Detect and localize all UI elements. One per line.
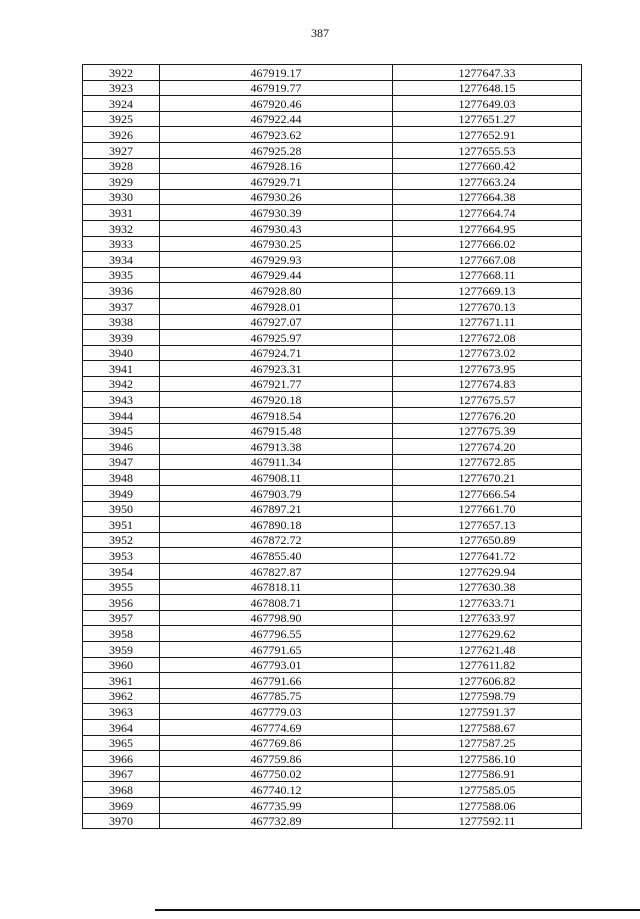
y-coordinate-cell: 1277674.20 bbox=[393, 439, 582, 455]
x-coordinate-cell: 467930.25 bbox=[160, 236, 393, 252]
point-id-cell: 3970 bbox=[83, 813, 160, 829]
y-coordinate-cell: 1277586.10 bbox=[393, 751, 582, 767]
y-coordinate-cell: 1277668.11 bbox=[393, 267, 582, 283]
point-id-cell: 3951 bbox=[83, 517, 160, 533]
point-id-cell: 3941 bbox=[83, 361, 160, 377]
x-coordinate-cell: 467930.26 bbox=[160, 189, 393, 205]
table-row bbox=[83, 142, 582, 158]
table-row bbox=[83, 174, 582, 190]
y-coordinate-cell: 1277652.91 bbox=[393, 127, 582, 143]
y-coordinate-cell: 1277661.70 bbox=[393, 501, 582, 517]
y-coordinate-cell: 1277669.13 bbox=[393, 283, 582, 299]
x-coordinate-cell: 467913.38 bbox=[160, 439, 393, 455]
y-coordinate-cell: 1277671.11 bbox=[393, 314, 582, 330]
point-id-cell: 3929 bbox=[83, 174, 160, 190]
x-coordinate-cell: 467929.44 bbox=[160, 267, 393, 283]
x-coordinate-cell: 467740.12 bbox=[160, 782, 393, 798]
point-id-cell: 3963 bbox=[83, 704, 160, 720]
point-id-cell: 3965 bbox=[83, 735, 160, 751]
table-row bbox=[83, 797, 582, 813]
y-coordinate-cell: 1277675.39 bbox=[393, 423, 582, 439]
point-id-cell: 3923 bbox=[83, 80, 160, 96]
y-coordinate-cell: 1277648.15 bbox=[393, 80, 582, 96]
point-id-cell: 3959 bbox=[83, 641, 160, 657]
y-coordinate-cell: 1277663.24 bbox=[393, 174, 582, 190]
table-row bbox=[83, 486, 582, 502]
table-row bbox=[83, 376, 582, 392]
y-coordinate-cell: 1277651.27 bbox=[393, 111, 582, 127]
x-coordinate-cell: 467921.77 bbox=[160, 376, 393, 392]
point-id-cell: 3969 bbox=[83, 797, 160, 813]
point-id-cell: 3924 bbox=[83, 96, 160, 112]
x-coordinate-cell: 467919.17 bbox=[160, 65, 393, 81]
y-coordinate-cell: 1277650.89 bbox=[393, 532, 582, 548]
y-coordinate-cell: 1277585.05 bbox=[393, 782, 582, 798]
point-id-cell: 3964 bbox=[83, 719, 160, 735]
y-coordinate-cell: 1277649.03 bbox=[393, 96, 582, 112]
point-id-cell: 3960 bbox=[83, 657, 160, 673]
y-coordinate-cell: 1277660.42 bbox=[393, 158, 582, 174]
y-coordinate-cell: 1277629.94 bbox=[393, 564, 582, 580]
point-id-cell: 3945 bbox=[83, 423, 160, 439]
y-coordinate-cell: 1277598.79 bbox=[393, 688, 582, 704]
x-coordinate-cell: 467915.48 bbox=[160, 423, 393, 439]
point-id-cell: 3956 bbox=[83, 595, 160, 611]
point-id-cell: 3922 bbox=[83, 65, 160, 81]
bottom-rule bbox=[155, 909, 640, 911]
x-coordinate-cell: 467928.01 bbox=[160, 298, 393, 314]
table-row bbox=[83, 330, 582, 346]
point-id-cell: 3936 bbox=[83, 283, 160, 299]
point-id-cell: 3946 bbox=[83, 439, 160, 455]
x-coordinate-cell: 467918.54 bbox=[160, 408, 393, 424]
point-id-cell: 3958 bbox=[83, 626, 160, 642]
x-coordinate-cell: 467827.87 bbox=[160, 564, 393, 580]
x-coordinate-cell: 467785.75 bbox=[160, 688, 393, 704]
x-coordinate-cell: 467919.77 bbox=[160, 80, 393, 96]
x-coordinate-cell: 467920.18 bbox=[160, 392, 393, 408]
x-coordinate-cell: 467769.86 bbox=[160, 735, 393, 751]
point-id-cell: 3935 bbox=[83, 267, 160, 283]
y-coordinate-cell: 1277667.08 bbox=[393, 252, 582, 268]
table-row bbox=[83, 782, 582, 798]
y-coordinate-cell: 1277673.95 bbox=[393, 361, 582, 377]
page-number: 387 bbox=[311, 26, 329, 40]
point-id-cell: 3947 bbox=[83, 454, 160, 470]
table-row bbox=[83, 158, 582, 174]
table-row bbox=[83, 392, 582, 408]
x-coordinate-cell: 467808.71 bbox=[160, 595, 393, 611]
x-coordinate-cell: 467928.80 bbox=[160, 283, 393, 299]
x-coordinate-cell: 467920.46 bbox=[160, 96, 393, 112]
y-coordinate-cell: 1277672.85 bbox=[393, 454, 582, 470]
table-row bbox=[83, 719, 582, 735]
y-coordinate-cell: 1277670.13 bbox=[393, 298, 582, 314]
x-coordinate-cell: 467890.18 bbox=[160, 517, 393, 533]
x-coordinate-cell: 467923.62 bbox=[160, 127, 393, 143]
table-row bbox=[83, 641, 582, 657]
table-row bbox=[83, 252, 582, 268]
x-coordinate-cell: 467930.39 bbox=[160, 205, 393, 221]
x-coordinate-cell: 467925.28 bbox=[160, 142, 393, 158]
y-coordinate-cell: 1277606.82 bbox=[393, 673, 582, 689]
y-coordinate-cell: 1277621.48 bbox=[393, 641, 582, 657]
x-coordinate-cell: 467732.89 bbox=[160, 813, 393, 829]
table-row bbox=[83, 704, 582, 720]
table-row bbox=[83, 298, 582, 314]
y-coordinate-cell: 1277633.71 bbox=[393, 595, 582, 611]
table-row bbox=[83, 361, 582, 377]
y-coordinate-cell: 1277586.91 bbox=[393, 766, 582, 782]
table-row bbox=[83, 657, 582, 673]
point-id-cell: 3927 bbox=[83, 142, 160, 158]
x-coordinate-cell: 467911.34 bbox=[160, 454, 393, 470]
x-coordinate-cell: 467779.03 bbox=[160, 704, 393, 720]
x-coordinate-cell: 467927.07 bbox=[160, 314, 393, 330]
table-row bbox=[83, 688, 582, 704]
x-coordinate-cell: 467903.79 bbox=[160, 486, 393, 502]
table-row bbox=[83, 439, 582, 455]
point-id-cell: 3968 bbox=[83, 782, 160, 798]
table-row bbox=[83, 501, 582, 517]
y-coordinate-cell: 1277655.53 bbox=[393, 142, 582, 158]
table-row bbox=[83, 735, 582, 751]
point-id-cell: 3925 bbox=[83, 111, 160, 127]
point-id-cell: 3944 bbox=[83, 408, 160, 424]
table-row bbox=[83, 813, 582, 829]
table-row bbox=[83, 189, 582, 205]
y-coordinate-cell: 1277672.08 bbox=[393, 330, 582, 346]
table-row bbox=[83, 236, 582, 252]
table-row bbox=[83, 517, 582, 533]
point-id-cell: 3954 bbox=[83, 564, 160, 580]
y-coordinate-cell: 1277674.83 bbox=[393, 376, 582, 392]
y-coordinate-cell: 1277666.54 bbox=[393, 486, 582, 502]
y-coordinate-cell: 1277588.67 bbox=[393, 719, 582, 735]
point-id-cell: 3932 bbox=[83, 220, 160, 236]
point-id-cell: 3942 bbox=[83, 376, 160, 392]
point-id-cell: 3949 bbox=[83, 486, 160, 502]
x-coordinate-cell: 467774.69 bbox=[160, 719, 393, 735]
point-id-cell: 3933 bbox=[83, 236, 160, 252]
table-row bbox=[83, 96, 582, 112]
table-row bbox=[83, 548, 582, 564]
x-coordinate-cell: 467930.43 bbox=[160, 220, 393, 236]
table-row bbox=[83, 65, 582, 81]
point-id-cell: 3939 bbox=[83, 330, 160, 346]
x-coordinate-cell: 467791.65 bbox=[160, 641, 393, 657]
y-coordinate-cell: 1277588.06 bbox=[393, 797, 582, 813]
y-coordinate-cell: 1277657.13 bbox=[393, 517, 582, 533]
table-row bbox=[83, 564, 582, 580]
table-row bbox=[83, 751, 582, 767]
y-coordinate-cell: 1277664.95 bbox=[393, 220, 582, 236]
table-row bbox=[83, 314, 582, 330]
point-id-cell: 3950 bbox=[83, 501, 160, 517]
x-coordinate-cell: 467818.11 bbox=[160, 579, 393, 595]
point-id-cell: 3953 bbox=[83, 548, 160, 564]
y-coordinate-cell: 1277673.02 bbox=[393, 345, 582, 361]
table-row bbox=[83, 267, 582, 283]
x-coordinate-cell: 467791.66 bbox=[160, 673, 393, 689]
point-id-cell: 3928 bbox=[83, 158, 160, 174]
point-id-cell: 3934 bbox=[83, 252, 160, 268]
table-row bbox=[83, 532, 582, 548]
table-row bbox=[83, 111, 582, 127]
point-id-cell: 3938 bbox=[83, 314, 160, 330]
y-coordinate-cell: 1277591.37 bbox=[393, 704, 582, 720]
point-id-cell: 3943 bbox=[83, 392, 160, 408]
x-coordinate-cell: 467759.86 bbox=[160, 751, 393, 767]
y-coordinate-cell: 1277629.62 bbox=[393, 626, 582, 642]
point-id-cell: 3961 bbox=[83, 673, 160, 689]
x-coordinate-cell: 467923.31 bbox=[160, 361, 393, 377]
x-coordinate-cell: 467922.44 bbox=[160, 111, 393, 127]
table-row bbox=[83, 408, 582, 424]
y-coordinate-cell: 1277676.20 bbox=[393, 408, 582, 424]
point-id-cell: 3930 bbox=[83, 189, 160, 205]
point-id-cell: 3955 bbox=[83, 579, 160, 595]
point-id-cell: 3940 bbox=[83, 345, 160, 361]
x-coordinate-cell: 467929.71 bbox=[160, 174, 393, 190]
point-id-cell: 3957 bbox=[83, 610, 160, 626]
coordinates-table bbox=[82, 64, 582, 829]
y-coordinate-cell: 1277664.38 bbox=[393, 189, 582, 205]
table-row bbox=[83, 610, 582, 626]
table-row bbox=[83, 423, 582, 439]
x-coordinate-cell: 467750.02 bbox=[160, 766, 393, 782]
x-coordinate-cell: 467928.16 bbox=[160, 158, 393, 174]
y-coordinate-cell: 1277641.72 bbox=[393, 548, 582, 564]
table-row bbox=[83, 766, 582, 782]
y-coordinate-cell: 1277633.97 bbox=[393, 610, 582, 626]
y-coordinate-cell: 1277666.02 bbox=[393, 236, 582, 252]
table-row bbox=[83, 283, 582, 299]
point-id-cell: 3967 bbox=[83, 766, 160, 782]
table-row bbox=[83, 345, 582, 361]
table-row bbox=[83, 673, 582, 689]
y-coordinate-cell: 1277647.33 bbox=[393, 65, 582, 81]
x-coordinate-cell: 467925.97 bbox=[160, 330, 393, 346]
table-row bbox=[83, 595, 582, 611]
x-coordinate-cell: 467897.21 bbox=[160, 501, 393, 517]
table-row bbox=[83, 127, 582, 143]
x-coordinate-cell: 467929.93 bbox=[160, 252, 393, 268]
x-coordinate-cell: 467872.72 bbox=[160, 532, 393, 548]
table-row bbox=[83, 80, 582, 96]
table-row bbox=[83, 220, 582, 236]
point-id-cell: 3952 bbox=[83, 532, 160, 548]
table-row bbox=[83, 626, 582, 642]
table-row bbox=[83, 579, 582, 595]
y-coordinate-cell: 1277630.38 bbox=[393, 579, 582, 595]
x-coordinate-cell: 467796.55 bbox=[160, 626, 393, 642]
x-coordinate-cell: 467793.01 bbox=[160, 657, 393, 673]
point-id-cell: 3948 bbox=[83, 470, 160, 486]
point-id-cell: 3926 bbox=[83, 127, 160, 143]
x-coordinate-cell: 467855.40 bbox=[160, 548, 393, 564]
x-coordinate-cell: 467908.11 bbox=[160, 470, 393, 486]
x-coordinate-cell: 467798.90 bbox=[160, 610, 393, 626]
y-coordinate-cell: 1277587.25 bbox=[393, 735, 582, 751]
point-id-cell: 3937 bbox=[83, 298, 160, 314]
point-id-cell: 3931 bbox=[83, 205, 160, 221]
x-coordinate-cell: 467924.71 bbox=[160, 345, 393, 361]
table-row bbox=[83, 205, 582, 221]
table-row bbox=[83, 470, 582, 486]
y-coordinate-cell: 1277592.11 bbox=[393, 813, 582, 829]
point-id-cell: 3962 bbox=[83, 688, 160, 704]
coordinates-table-body bbox=[83, 65, 582, 829]
y-coordinate-cell: 1277611.82 bbox=[393, 657, 582, 673]
y-coordinate-cell: 1277675.57 bbox=[393, 392, 582, 408]
table-row bbox=[83, 454, 582, 470]
point-id-cell: 3966 bbox=[83, 751, 160, 767]
x-coordinate-cell: 467735.99 bbox=[160, 797, 393, 813]
y-coordinate-cell: 1277664.74 bbox=[393, 205, 582, 221]
y-coordinate-cell: 1277670.21 bbox=[393, 470, 582, 486]
